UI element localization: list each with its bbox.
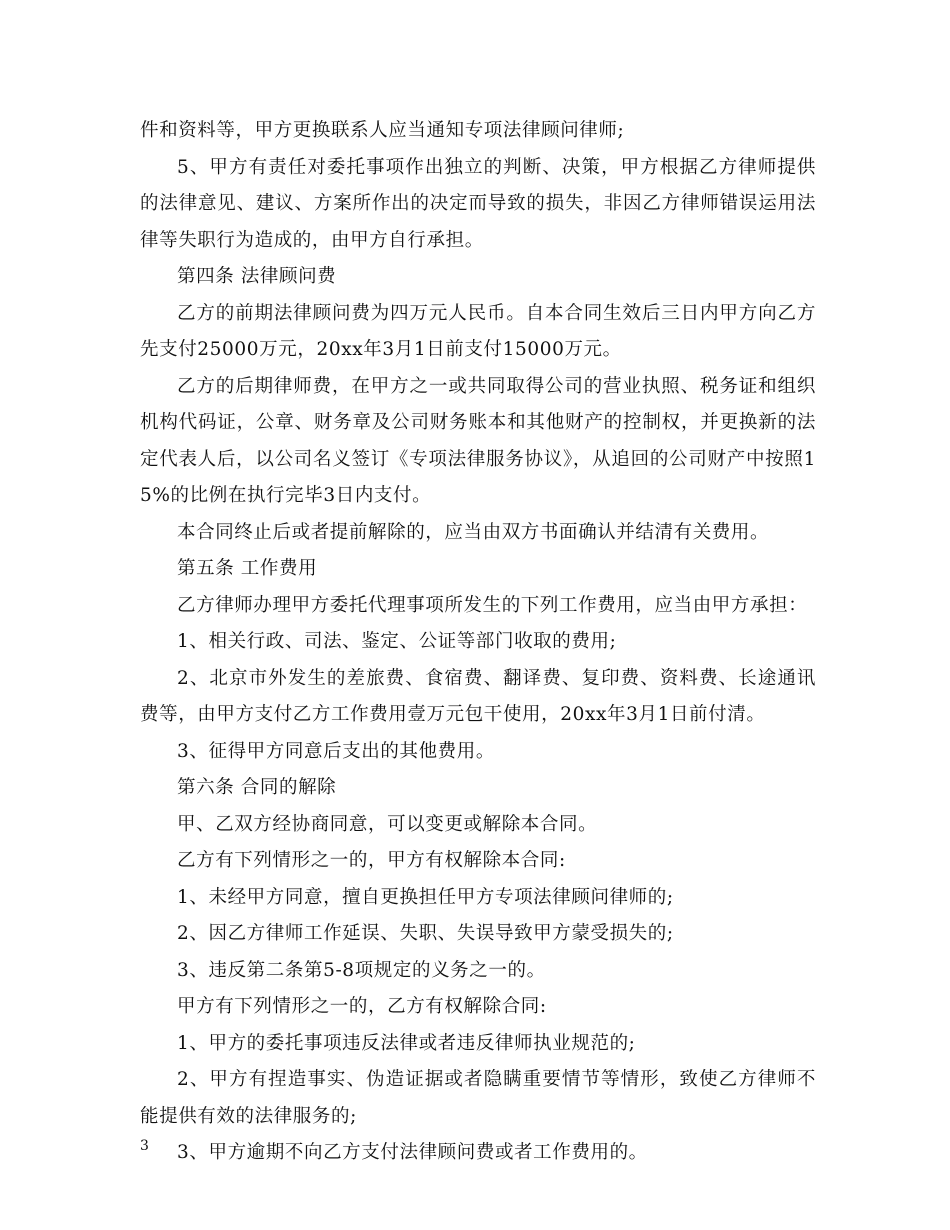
list-item: 1、未经甲方同意，擅自更换担任甲方专项法律顾问律师的; (177, 886, 674, 908)
list-item: 3、违反第二条第5-8项规定的义务之一的。 (177, 959, 546, 981)
list-item: 3、甲方逾期不向乙方支付法律顾问费或者工作费用的。 (177, 1142, 648, 1163)
document-body (140, 113, 816, 1172)
list-item: 1、甲方的委托事项违反法律或者违反律师执业规范的; (177, 1032, 636, 1054)
paragraph-5: 本合同终止后或者提前解除的，应当由双方书面确认并结清有关费用。 (177, 521, 770, 543)
list-item: 3、征得甲方同意后支出的其他费用。 (177, 740, 495, 762)
list-item: 2、因乙方律师工作延误、失职、失误导致甲方蒙受损失的; (177, 923, 674, 944)
paragraph-7: 甲、乙双方经协商同意，可以变更或解除本合同。 (177, 813, 598, 835)
paragraph-4: 乙方的后期律师费，在甲方之一或共同取得公司的营业执照、税务证和组织机构代码证，公章、财务章及公司财务账本和其他财产的控制权，并更换新的法定代表人后，以公司名义签订《专项法律服务协议》，从追回的公司财产中按照15%的比例在执行完毕3日内支付。 (140, 375, 816, 506)
page-number: 3 (140, 1138, 149, 1154)
section-heading-6: 第六条 合同的解除 (177, 777, 337, 798)
paragraph-1: 件和资料等，甲方更换联系人应当通知专项法律顾问律师; (140, 120, 625, 141)
list-item: 2、北京市外发生的差旅费、食宿费、翻译费、复印费、资料费、长途通讯费等，由甲方支付乙方工作费用壹万元包干使用，20xx年3月1日前付清。 (140, 667, 816, 725)
paragraph-2: 5、甲方有责任对委托事项作出独立的判断、决策，甲方根据乙方律师提供的法律意见、建议、方案所作出的决定而导致的损失，非因乙方律师错误运用法律等失职行为造成的，由甲方自行承担。 (140, 156, 816, 251)
paragraph-3: 乙方的前期法律顾问费为四万元人民币。自本合同生效后三日内甲方向乙方先支付25000万元，20xx年3月1日前支付15000万元。 (140, 302, 816, 360)
section-heading-4: 第四条 法律顾问费 (177, 266, 337, 287)
paragraph-9: 甲方有下列情形之一的，乙方有权解除合同: (177, 996, 547, 1017)
paragraph-8: 乙方有下列情形之一的，甲方有权解除本合同: (177, 850, 566, 871)
list-item: 1、相关行政、司法、鉴定、公证等部门收取的费用; (177, 631, 617, 652)
paragraph-6: 乙方律师办理甲方委托代理事项所发生的下列工作费用，应当由甲方承担： (177, 594, 808, 616)
list-item: 2、甲方有捏造事实、伪造证据或者隐瞒重要情节等情形，致使乙方律师不能提供有效的法律服务的; (140, 1069, 816, 1127)
section-heading-5: 第五条 工作费用 (177, 558, 318, 579)
